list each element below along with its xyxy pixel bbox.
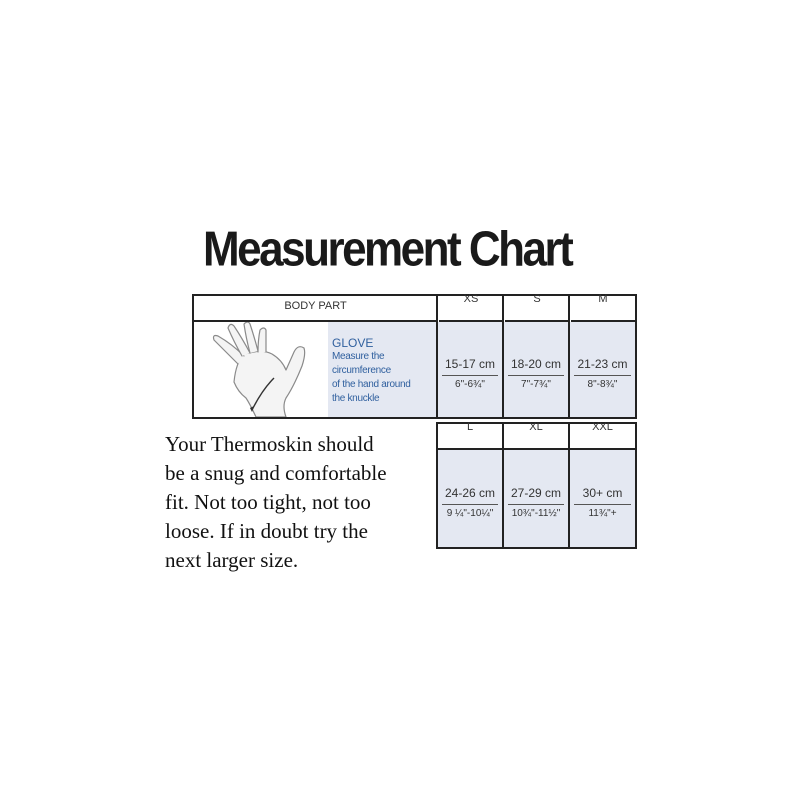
glove-description-line: the knuckle [332,393,380,404]
size-inch-value: 10¾"-11½" [511,508,561,519]
size-inch-value: 6"-6¾" [455,379,485,390]
page-title: Measurement Chart [203,222,572,277]
size-cell-xl [504,450,568,547]
fit-note-line: fit. Not too tight, not too [165,490,371,514]
row-divider [442,504,498,505]
fit-note-line: be a snug and comfortable [165,461,387,485]
fit-note-line: next larger size. [165,548,299,572]
row-divider [508,375,564,376]
size-cm-value: 27-29 cm [510,486,562,500]
hand-illustration [194,322,326,417]
size-inch-value: 8"-8¾" [587,379,618,390]
size-cm-value: 24-26 cm [444,486,496,500]
size-cell-m [570,322,635,417]
header-size-m: M [571,290,635,322]
fit-note-line: loose. If in doubt try the [165,519,368,543]
size-cm-value: 18-20 cm [510,357,562,371]
size-cm-value: 21-23 cm [577,357,628,371]
glove-description-line: of the hand around [332,379,411,390]
hand-icon [194,322,326,417]
size-inch-value: 9 ¼"-10¼" [446,508,494,519]
glove-description-line: Measure the [332,351,385,362]
size-table-top [192,294,637,419]
row-divider [442,375,498,376]
size-cell-xxl [570,450,635,547]
size-cell-s [504,322,568,417]
size-table-bottom [436,422,637,549]
fit-note [165,430,435,575]
header-size-l: L [438,418,502,450]
size-cell-xs [438,322,502,417]
glove-label: GLOVE [332,336,374,350]
glove-description-line: circumference [332,365,391,376]
fit-note-line: Your Thermoskin should [165,432,374,456]
row-divider [574,375,631,376]
row-divider [574,504,631,505]
row-divider [508,504,564,505]
header-size-xxl: XXL [570,418,635,450]
size-cm-value: 15-17 cm [444,357,496,371]
size-inch-value: 11¾"+ [588,508,617,519]
header-size-s: S [505,290,569,322]
glove-description-cell [328,322,436,417]
header-body-part: BODY PART [194,296,437,322]
size-cell-l [438,450,502,547]
size-inch-value: 7"-7¾" [521,379,551,390]
header-size-xs: XS [439,290,503,322]
size-cm-value: 30+ cm [582,486,623,500]
header-size-xl: XL [504,418,568,450]
